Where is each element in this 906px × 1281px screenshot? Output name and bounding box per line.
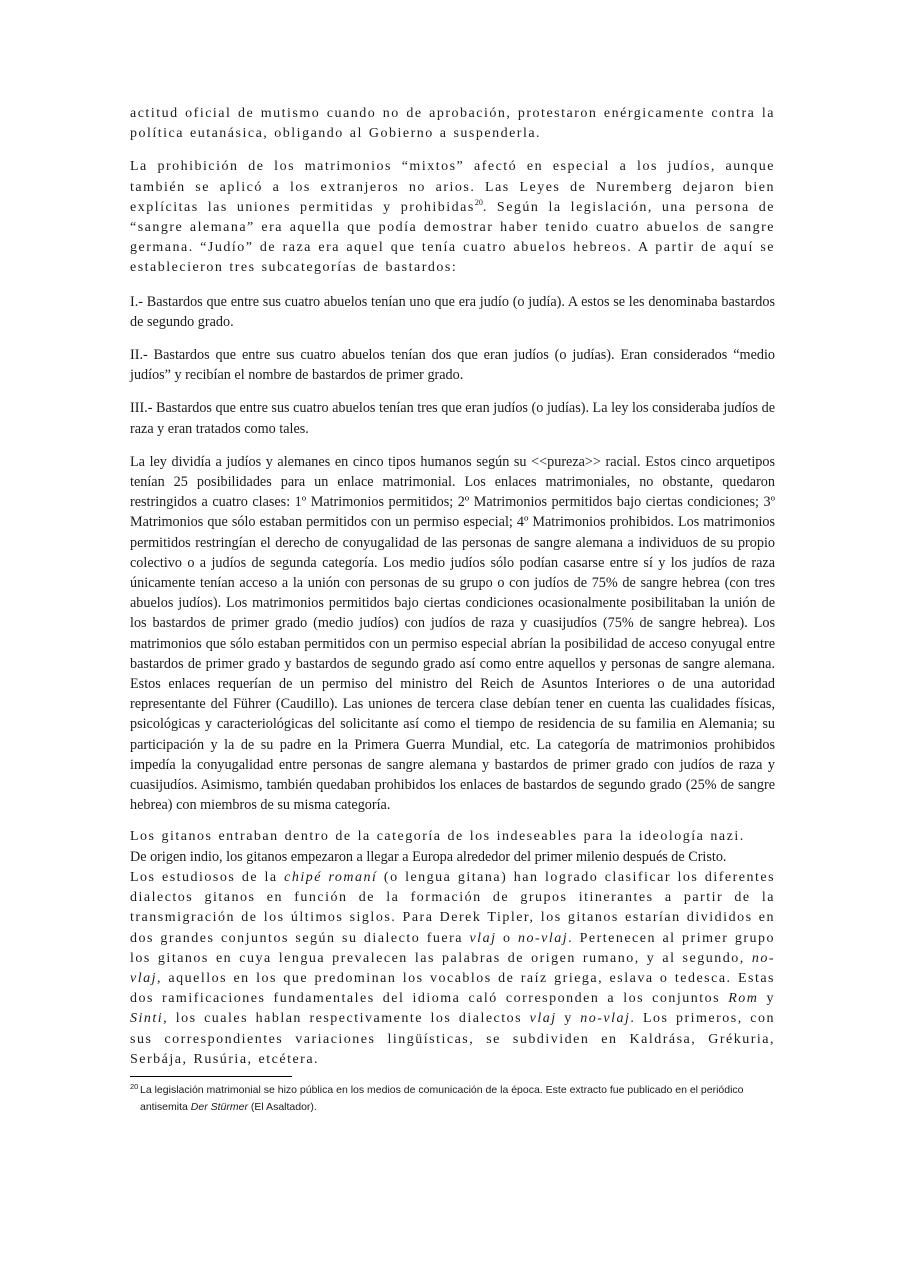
paragraph-ley-cinco-tipos: La ley dividía a judíos y alemanes en cinco tipos humanos según su <<pureza>> racial. Estos cinco arquetipos tenían 25 posibilidades para un enlace matrimonial. Los enlaces matrimoniales, no obstante, quedaron restringidos a cuatro clases: 1º Matrimonios permitidos; 2º Matrimonios permitidos bajo ciertas condiciones; 3º Matrimonios que sólo estaban permitidos con un permiso especial; 4º Matrimonios prohibidos. Los matrimonios permitidos restringían el derecho de conyugalidad de las personas de sangre alemana a individuos de su propio colectivo o a judíos de segunda categoría. Los medio judíos sólo podían casarse entre sí y los judíos de raza únicamente tenían acceso a la unión con personas de su grupo o con judíos de 75% de sangre hebrea (con tres abuelos judíos). Los matrimonios permitidos bajo ciertas condiciones ocasionalmente posibilitaban la unión de los bastardos de primer grado (medio judíos) con judíos de raza y cuasijudíos (75% de sangre hebrea). Los matrimonios que sólo estaban permitidos con un permiso especial abrían la posibilidad de acceso conyugal entre bastardos de primer grado y bastardos de segundo grado así como entre aquellos y personas de sangre alemana. Estos enlaces requerían de un permiso del ministro del Reich de Asuntos Interiores o de una autoridad representante del Führer (Caudillo). Las uniones de tercera clase debían tener en cuenta las cualidades físicas, psicológicas y caracteriológicas del solicitante así como el tiempo de residencia de su familia en Alemania; su participación y la de su padre en la Primera Guerra Mundial, etc. La categoría de matrimonios prohibidos impedía la conyugalidad entre personas de sangre alemana y bastardos de primer grado con judíos de raza y cuasijudíos. Asimismo, también quedaban prohibidos los enlaces de bastardos de segundo grado (25% de sangre hebrea) con miembros de su misma categoría. <box>130 453 775 814</box>
footnote-newspaper-title: Der Stürmer <box>190 1100 248 1113</box>
footnote: 20 La legislación matrimonial se hizo pública en los medios de comunicación de la época. Este extracto fue publicado en el periódico antisemita Der Stürmer (El Asaltador). <box>130 1082 775 1116</box>
document-page <box>130 104 775 1116</box>
paragraph-mutismo: actitud oficial de mutismo cuando no de aprobación, protestaron enérgicamente contra la política eutanásica, obligando al Gobierno a suspenderla. <box>130 106 775 142</box>
term-sinti: Sinti <box>130 1011 164 1027</box>
list-item-bastardos-1: I.- Bastardos que entre sus cuatro abuelos tenían uno que era judío (o judía). A estos se les denominaba bastardos de segundo grado. <box>130 293 775 330</box>
list-item-bastardos-2: II.- Bastardos que entre sus cuatro abuelos tenían dos que eran judíos (o judías). Eran considerados “medio judíos” y recibían el nombre de bastardos de primer grado. <box>130 347 775 384</box>
paragraph-gitanos: Los gitanos entraban dentro de la categoría de los indeseables para la ideología nazi. De origen indio, los gitanos empezaron a llegar a Europa alrededor del primer milenio después de Cristo. Los estudiosos de la chipé romaní (o lengua gitana) han logrado clasificar los diferentes dialectos gitanos en función de la formación de grupos itinerantes a partir de la transmigración de los últimos siglos. Para Derek Tipler, los gitanos estarían divididos en dos grandes conjuntos según su dialecto fuera vlaj o no-vlaj. Pertenecen al primer grupo los gitanos en cuya lengua prevalecen las palabras de origen rumano, y al segundo, no-vlaj, aquellos en los que predominan los vocablos de raíz griega, eslava o tedesca. Estas dos ramificaciones fundamentales del idioma caló corresponden a los conjuntos Rom y Sinti, los cuales hablan respectivamente los dialectos vlaj y no-vlaj. Los primeros, con sus correspondientes variaciones lingüísticas, se subdividen en Kaldrása, Grékuria, Serbája, Rusúria, etcétera. <box>130 828 776 1067</box>
term-chipe-romani: chipé romaní <box>284 869 378 885</box>
term-no-vlaj: no-vlaj <box>580 1011 631 1027</box>
list-item-bastardos-3: III.- Bastardos que entre sus cuatro abuelos tenían tres que eran judíos (o judías). La ley los consideraba judíos de raza y eran tratados como tales. <box>130 400 775 437</box>
term-no-vlaj: no-vlaj <box>130 950 775 986</box>
paragraph-matrimonios-mixtos: La prohibición de los matrimonios “mixtos” afectó en especial a los judíos, aunque también se aplicó a los extranjeros no arios. Las Leyes de Nuremberg dejaron bien explícitas las uniones permitidas y prohibidas$^{20}$. Según la legislación, una persona de “sangre alemana” era aquella que podía demostrar haber tenido cuatro abuelos de sangre germana. “Judío” de raza era aquel que tenía cuatro abuelos hebreos. A partir de aquí se establecieron tres subcategorías de bastardos: <box>130 159 776 276</box>
term-no-vlaj: no-vlaj <box>517 930 569 946</box>
term-vlaj: vlaj <box>469 930 497 946</box>
term-rom: Rom <box>728 991 759 1007</box>
term-vlaj: vlaj <box>529 1011 557 1027</box>
footnote-reference: 20 <box>474 197 483 207</box>
footnote-number: 20 <box>130 1081 139 1091</box>
footnote-separator <box>130 1076 292 1077</box>
